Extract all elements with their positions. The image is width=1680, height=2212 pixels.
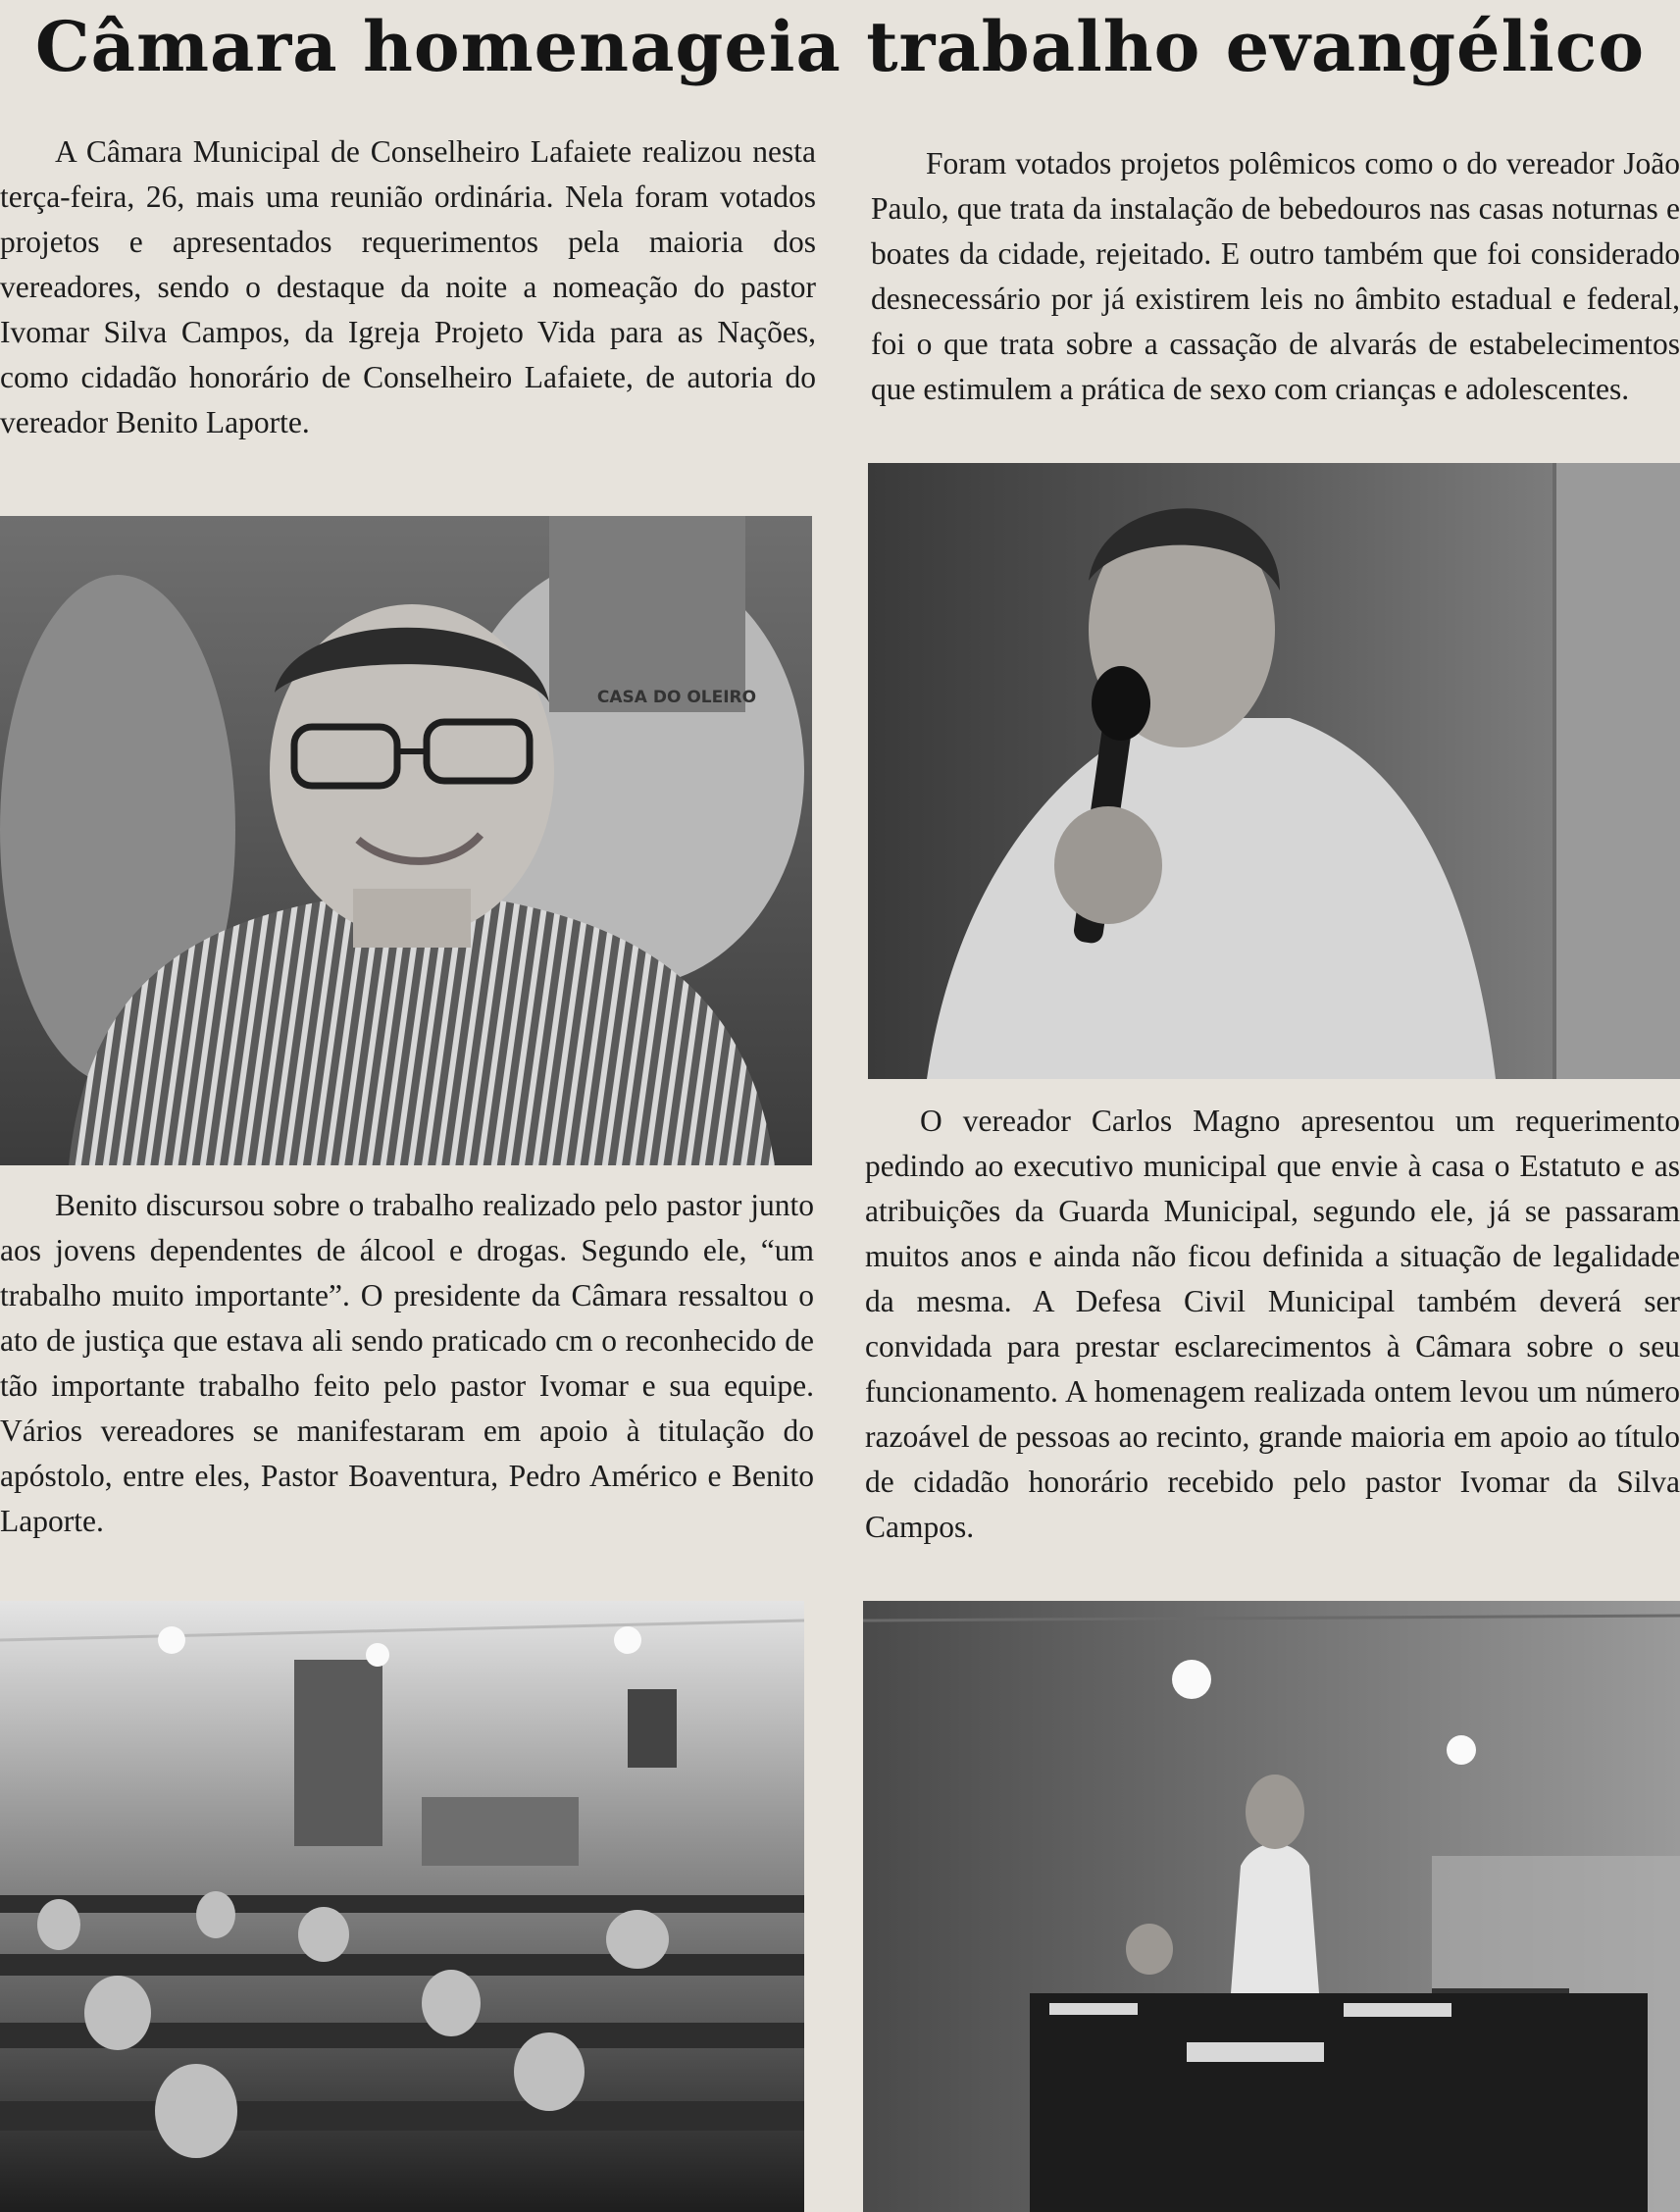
paragraph-2: Foram votados projetos polêmicos como o do vereador João Paulo, que trata da instalação de bebedouros nas casas noturnas e boates da cidade, rejeitado. E outro também que foi considerado desnecessário por já existirem leis no âmbito estadual e federal, foi o que trata sobre a cassação de alvarás de estabelecimentos que estimulem a prática de sexo com crianças e adolescentes. xyxy=(871,146,1680,406)
paragraph-4: O vereador Carlos Magno apresentou um requerimento pedindo ao executivo municipal que envie à casa o Estatuto e as atribuições da Guarda Municipal, segundo ele, já se passaram muitos anos e ainda não ficou definida a situação de legalidade da mesma. A Defesa Civil Municipal também deverá ser convidada para prestar esclarecimentos à Câmara sobre o seu funcionamento. A homenagem realizada ontem levou um número razoável de pessoas ao recinto, grande maioria em apoio ao título de cidadão honorário recebido pelo pastor Ivomar da Silva Campos. xyxy=(865,1104,1680,1544)
photo-chamber-audience xyxy=(0,1601,804,2212)
paragraph-4-block xyxy=(865,1099,1680,1550)
headline: Câmara homenageia trabalho evangélico xyxy=(34,6,1646,87)
paragraph-3-block xyxy=(0,1183,814,1544)
paragraph-1-block xyxy=(0,129,816,445)
audience-image xyxy=(0,1601,804,2212)
shirt-print xyxy=(597,688,756,707)
speaker-image xyxy=(868,463,1680,1079)
photo-speaker-microphone xyxy=(868,463,1680,1079)
tribune-image xyxy=(863,1601,1680,2212)
paragraph-2-block xyxy=(871,141,1680,412)
paragraph-3: Benito discursou sobre o trabalho realizado pelo pastor junto aos jovens dependentes de álcool e drogas. Segundo ele, “um trabalho muito importante”. O presidente da Câmara ressaltou o ato de justiça que estava ali sendo praticado cm o reconhecido de tão importante trabalho feito pelo pastor Ivomar e sua equipe. Vários vereadores se manifestaram em apoio à titulação do apóstolo, entre eles, Pastor Boaventura, Pedro Américo e Benito Laporte. xyxy=(0,1188,814,1538)
photo-pastor-portrait xyxy=(0,516,812,1165)
paragraph-1: A Câmara Municipal de Conselheiro Lafaiete realizou nesta terça-feira, 26, mais uma reunião ordinária. Nela foram votados projetos e apresentados requerimentos pela maioria dos vereadores, sendo o destaque da noite a nomeação do pastor Ivomar Silva Campos, da Igreja Projeto Vida para as Nações, como cidadão honorário de Conselheiro Lafaiete, de autoria do vereador Benito Laporte. xyxy=(0,134,816,439)
photo-speaker-tribune xyxy=(863,1601,1680,2212)
portrait-image xyxy=(0,516,812,1165)
shirt-print-text: CASA DO OLEIRO xyxy=(596,688,757,707)
